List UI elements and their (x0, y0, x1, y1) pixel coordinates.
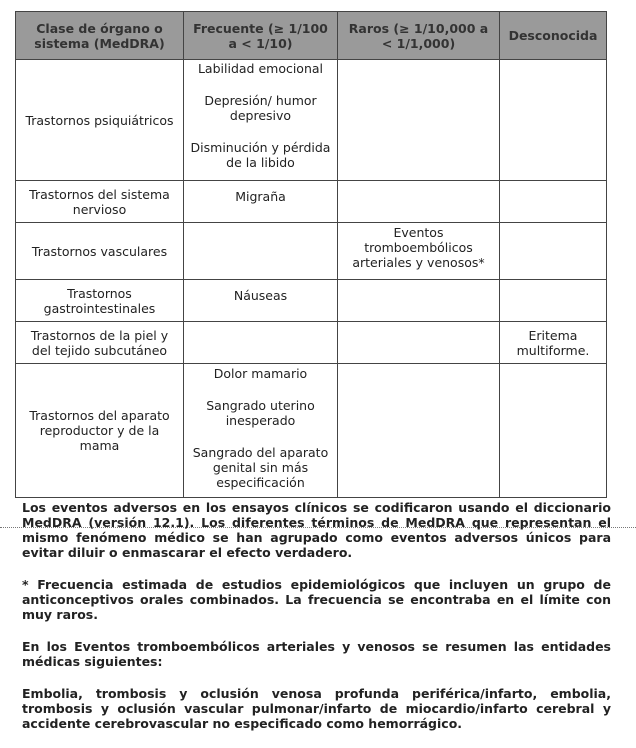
adverse-events-table (15, 11, 607, 498)
raros-item: Eventos tromboembólicos arteriales y venosos* (352, 225, 485, 270)
desconocida-cell (500, 280, 607, 322)
organ-cell: Trastornos psiquiátricos (16, 60, 184, 181)
header-raros: Raros (≥ 1/10,000 a < 1/1,000) (338, 12, 500, 60)
raros-cell (338, 322, 500, 364)
raros-cell (338, 181, 500, 223)
header-frecuente: Frecuente (≥ 1/100 a < 1/10) (184, 12, 338, 60)
frecuente-item: Sangrado uterino inesperado (206, 398, 315, 428)
organ-cell: Trastornos gastrointestinales (16, 280, 184, 322)
organ-cell: Trastornos de la piel y del tejido subcutáneo (16, 322, 184, 364)
desconocida-cell: Eritema multiforme. (500, 322, 607, 364)
note-paragraph: En los Eventos tromboembólicos arteriales y venosos se resumen las entidades médicas siguientes: (22, 639, 611, 669)
raros-cell (338, 60, 500, 181)
footnotes (22, 500, 611, 748)
note-paragraph: Los eventos adversos en los ensayos clínicos se codificaron usando el diccionario MedDRA (versión 12.1). Los diferentes términos de MedDRA que representan el mismo fenómeno médico se han agrupado como eventos adversos únicos para evitar diluir o enmascarar el efecto verdadero. (22, 500, 611, 560)
frecuente-item: Dolor mamario (213, 366, 308, 381)
header-organ-class: Clase de órgano o sistema (MedDRA) (16, 12, 184, 60)
raros-cell (338, 223, 500, 280)
desconocida-cell (500, 181, 607, 223)
frecuente-item: Disminución y pérdida de la libido (190, 140, 331, 170)
frecuente-cell (184, 322, 338, 364)
table-row (16, 322, 607, 364)
table-row (16, 181, 607, 223)
frecuente-cell (184, 60, 338, 181)
frecuente-item: Depresión/ humor depresivo (204, 93, 317, 123)
frecuente-cell (184, 181, 338, 223)
header-desconocida: Desconocida (500, 12, 607, 60)
table-row (16, 60, 607, 181)
note-paragraph: * Frecuencia estimada de estudios epidemiológicos que incluyen un grupo de anticonceptivos orales combinados. La frecuencia se encontraba en el límite con muy raros. (22, 577, 611, 622)
raros-cell (338, 280, 500, 322)
frecuente-cell (184, 223, 338, 280)
table-row (16, 280, 607, 322)
table-row (16, 223, 607, 280)
frecuente-cell (184, 280, 338, 322)
note-paragraph: Embolia, trombosis y oclusión venosa profunda periférica/infarto, embolia, trombosis y oclusión vascular pulmonar/infarto de miocardio/infarto cerebral y accidente cerebrovascular no especificado como hemorrágico. (22, 686, 611, 731)
organ-cell: Trastornos del sistema nervioso (16, 181, 184, 223)
desconocida-cell (500, 364, 607, 498)
table-header-row (16, 12, 607, 60)
frecuente-item: Labilidad emocional (197, 61, 324, 76)
frecuente-item: Sangrado del aparato genital sin más especificación (192, 445, 329, 490)
frecuente-item: Migraña (235, 189, 286, 204)
raros-cell (338, 364, 500, 498)
frecuente-item: Náuseas (233, 288, 288, 303)
frecuente-cell (184, 364, 338, 498)
desconocida-cell (500, 60, 607, 181)
organ-cell: Trastornos vasculares (16, 223, 184, 280)
organ-cell: Trastornos del aparato reproductor y de la mama (16, 364, 184, 498)
desconocida-cell (500, 223, 607, 280)
table-row (16, 364, 607, 498)
